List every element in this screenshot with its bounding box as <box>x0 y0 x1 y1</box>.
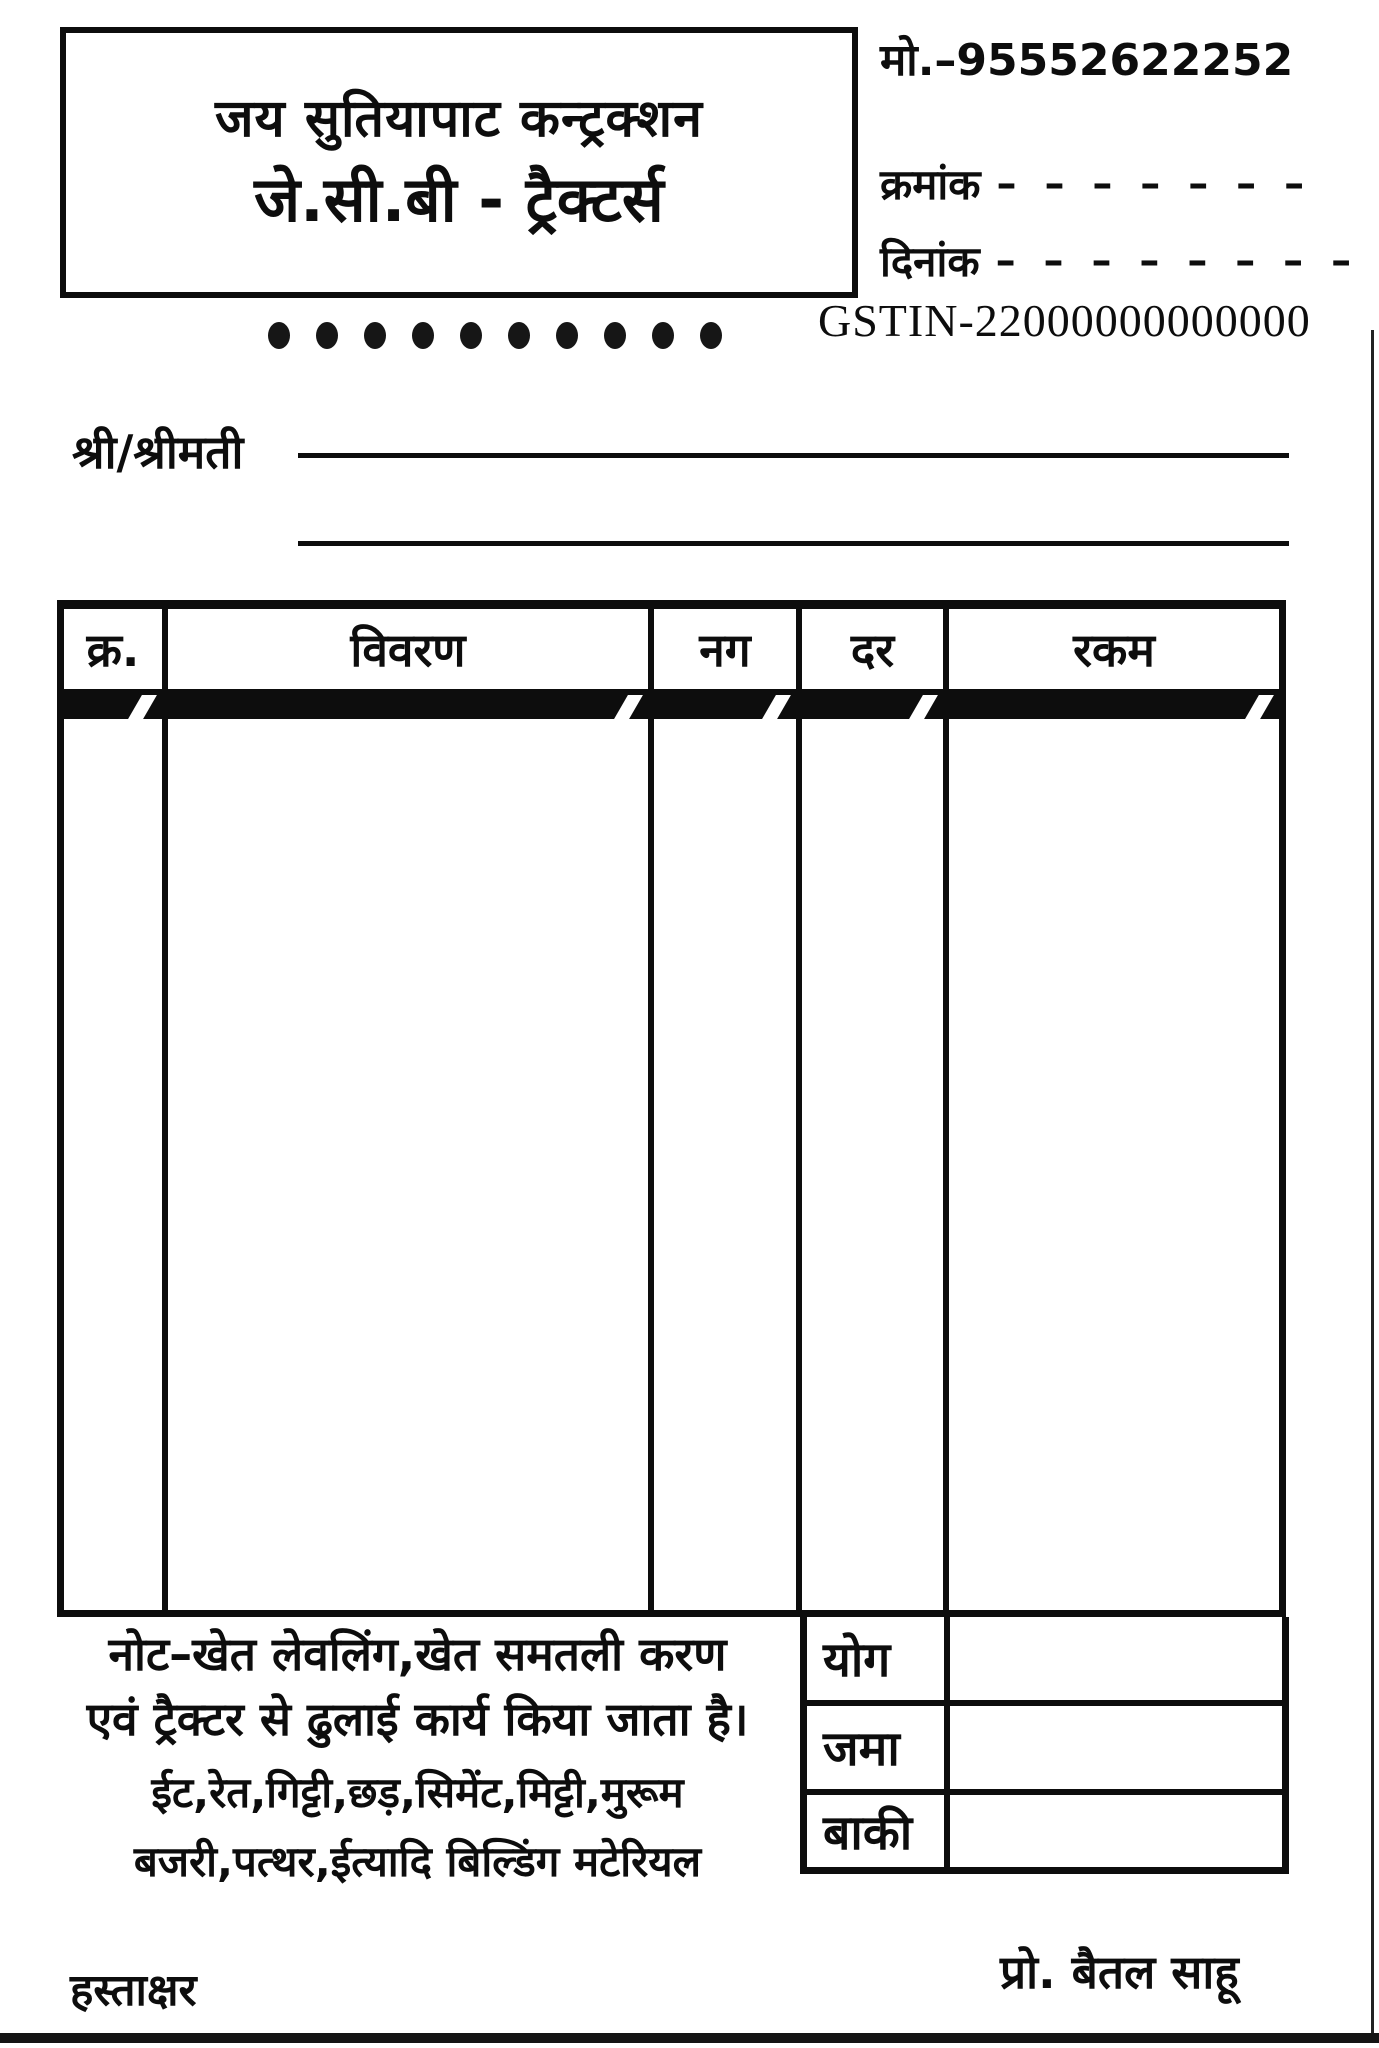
customer-name-line-2 <box>298 541 1289 546</box>
ribbon-bar-cell <box>64 695 168 719</box>
note-line: ईट,रेत,गिट्टी,छड़,सिमेंट,मिट्टी,मुरूम <box>151 1767 684 1817</box>
deposit-value <box>950 1706 1282 1789</box>
total-label: योग <box>807 1617 950 1700</box>
table-body-column-serial <box>64 719 168 1610</box>
dot-icon <box>316 322 338 349</box>
business-subtitle: जे.सी.बी - ट्रैक्टर्स <box>254 162 664 236</box>
column-header-quantity: नग <box>654 609 802 695</box>
note-line: बजरी,पत्थर,ईत्यादि बिल्डिंग मटेरियल <box>133 1837 702 1887</box>
deposit-label: जमा <box>807 1706 950 1789</box>
dot-icon <box>556 322 578 349</box>
table-body-column-description <box>168 719 654 1610</box>
column-header-rate: दर <box>802 609 949 695</box>
table-body-column-rate <box>802 719 949 1610</box>
serial-blank: – – – – – – – <box>996 160 1312 207</box>
signature-label: हस्ताक्षर <box>70 1965 197 2016</box>
summary-table <box>800 1617 1289 1874</box>
balance-label: बाकी <box>807 1795 950 1867</box>
ribbon-bar <box>654 695 796 719</box>
serial-row <box>880 155 1311 212</box>
note-line: नोट–खेत लेवलिंग,खेत समतली करण <box>108 1627 727 1681</box>
date-blank: – – – – – – – – <box>995 237 1359 284</box>
scan-edge-right <box>1371 330 1374 2033</box>
business-name-box <box>60 27 858 298</box>
column-header-description: विवरण <box>168 609 654 695</box>
dot-icon <box>700 322 722 349</box>
dot-icon <box>508 322 530 349</box>
ribbon-bar-cell <box>168 695 654 719</box>
customer-label: श्री/श्रीमती <box>72 425 244 479</box>
column-header-serial: क्र. <box>64 609 168 695</box>
dot-icon <box>460 322 482 349</box>
serial-label: क्रमांक <box>880 160 981 209</box>
ribbon-bar-cell <box>654 695 802 719</box>
dot-icon <box>364 322 386 349</box>
dot-icon <box>412 322 434 349</box>
ribbon-bar <box>949 695 1279 719</box>
total-value <box>950 1617 1282 1700</box>
dot-icon <box>268 322 290 349</box>
summary-row-balance <box>807 1795 1282 1867</box>
dot-row <box>268 322 722 349</box>
ribbon-bar-cell <box>802 695 949 719</box>
dot-icon <box>652 322 674 349</box>
business-name: जय सुतियापाट कन्ट्रक्शन <box>214 88 704 149</box>
note-block <box>45 1622 790 1892</box>
dot-icon <box>604 322 626 349</box>
ribbon-bar <box>802 695 943 719</box>
gstin-number: GSTIN-22000000000000 <box>818 295 1311 346</box>
date-row <box>880 232 1358 289</box>
customer-name-line <box>298 453 1289 458</box>
summary-row-total <box>807 1617 1282 1706</box>
table-body-column-quantity <box>654 719 802 1610</box>
ribbon-bar-cell <box>949 695 1279 719</box>
ribbon-bar <box>64 695 162 719</box>
note-line: एवं ट्रैक्टर से ढुलाई कार्य किया जाता है। <box>86 1692 749 1747</box>
ribbon-bar <box>168 695 648 719</box>
balance-value <box>950 1795 1282 1867</box>
table-body-column-amount <box>949 719 1279 1610</box>
summary-row-deposit <box>807 1706 1282 1795</box>
scan-edge-bottom <box>0 2033 1379 2043</box>
date-label: दिनांक <box>880 237 980 286</box>
items-table <box>57 600 1286 1617</box>
mobile-number: मो.–95552622252 <box>880 35 1294 86</box>
proprietor-name: प्रो. बैतल साहू <box>1000 1945 1239 1999</box>
column-header-amount: रकम <box>949 609 1279 695</box>
